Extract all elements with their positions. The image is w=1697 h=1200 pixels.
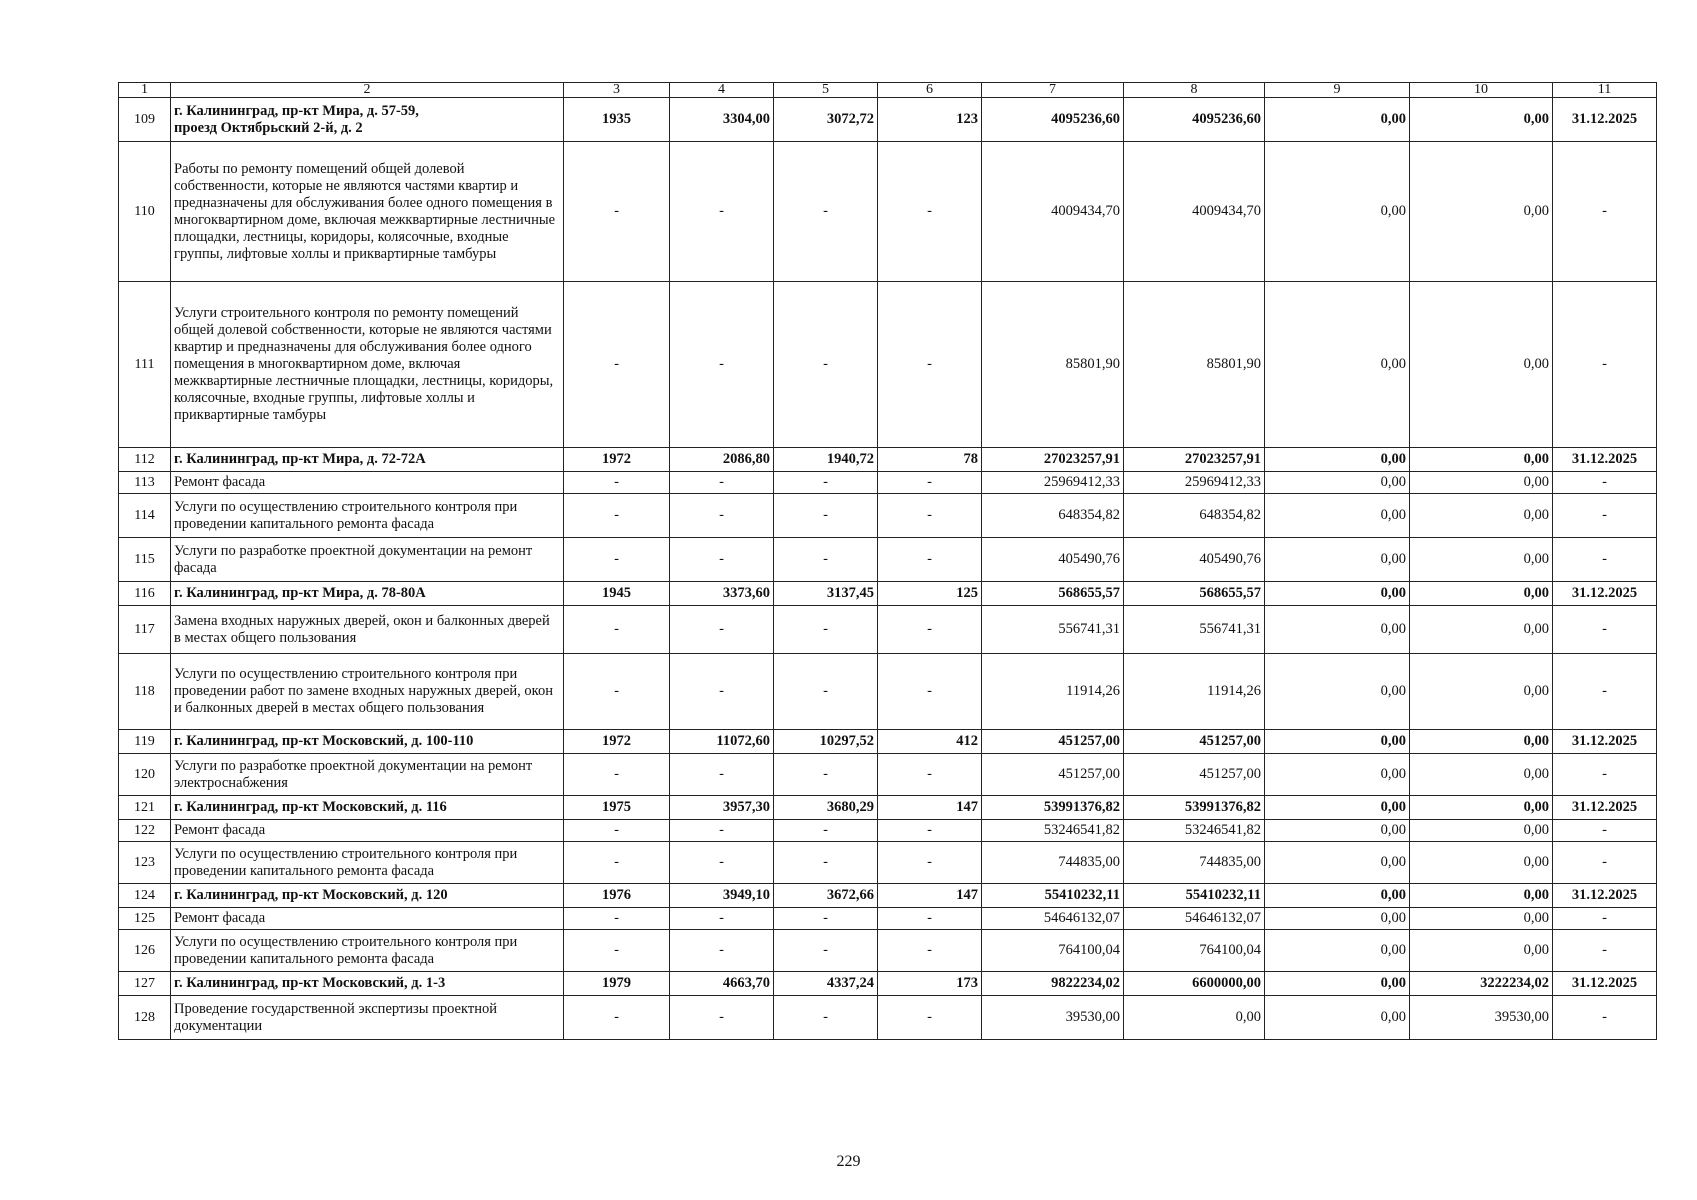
residents-cell: 147 bbox=[878, 884, 982, 908]
row-number-cell: 116 bbox=[119, 582, 171, 606]
cost-total-cell: 53246541,82 bbox=[982, 820, 1124, 842]
area-total-cell: - bbox=[670, 142, 774, 282]
area-total-cell: - bbox=[670, 606, 774, 654]
column-header: 3 bbox=[564, 83, 670, 98]
description-cell: г. Калининград, пр-кт Мира, д. 57-59, проезд Октябрьский 2-й, д. 2 bbox=[171, 98, 564, 142]
cost-total-cell: 744835,00 bbox=[982, 842, 1124, 884]
area-living-cell: - bbox=[774, 908, 878, 930]
row-number-cell: 114 bbox=[119, 494, 171, 538]
row-number-cell: 117 bbox=[119, 606, 171, 654]
table-row bbox=[119, 472, 1657, 494]
row-number-cell: 112 bbox=[119, 448, 171, 472]
cost-owners-cell: 0,00 bbox=[1410, 98, 1553, 142]
column-number-header-row bbox=[119, 83, 1657, 98]
description-cell: г. Калининград, пр-кт Московский, д. 100-110 bbox=[171, 730, 564, 754]
cost-total-cell: 556741,31 bbox=[982, 606, 1124, 654]
description-cell: г. Калининград, пр-кт Мира, д. 72-72А bbox=[171, 448, 564, 472]
residents-cell: - bbox=[878, 606, 982, 654]
cost-other-cell: 0,00 bbox=[1265, 820, 1410, 842]
residents-cell: - bbox=[878, 538, 982, 582]
table-row bbox=[119, 842, 1657, 884]
cost-total-cell: 648354,82 bbox=[982, 494, 1124, 538]
row-number-cell: 128 bbox=[119, 996, 171, 1040]
year-cell: 1945 bbox=[564, 582, 670, 606]
cost-owners-cell: 0,00 bbox=[1410, 582, 1553, 606]
cost-fund-cell: 27023257,91 bbox=[1124, 448, 1265, 472]
row-number-cell: 115 bbox=[119, 538, 171, 582]
cost-fund-cell: 568655,57 bbox=[1124, 582, 1265, 606]
cost-other-cell: 0,00 bbox=[1265, 282, 1410, 448]
cost-other-cell: 0,00 bbox=[1265, 930, 1410, 972]
area-total-cell: - bbox=[670, 754, 774, 796]
cost-other-cell: 0,00 bbox=[1265, 754, 1410, 796]
column-header: 5 bbox=[774, 83, 878, 98]
cost-owners-cell: 0,00 bbox=[1410, 282, 1553, 448]
cost-fund-cell: 4095236,60 bbox=[1124, 98, 1265, 142]
cost-other-cell: 0,00 bbox=[1265, 654, 1410, 730]
cost-fund-cell: 54646132,07 bbox=[1124, 908, 1265, 930]
description-cell: Услуги по осуществлению строительного контроля при проведении работ по замене входных наружных дверей, окон и балконных дверей в местах общего пользования bbox=[171, 654, 564, 730]
row-number-cell: 122 bbox=[119, 820, 171, 842]
column-header: 9 bbox=[1265, 83, 1410, 98]
deadline-cell: 31.12.2025 bbox=[1553, 730, 1657, 754]
year-cell: 1972 bbox=[564, 730, 670, 754]
residents-cell: 412 bbox=[878, 730, 982, 754]
cost-total-cell: 451257,00 bbox=[982, 754, 1124, 796]
deadline-cell: - bbox=[1553, 820, 1657, 842]
residents-cell: - bbox=[878, 842, 982, 884]
deadline-cell: - bbox=[1553, 606, 1657, 654]
cost-owners-cell: 0,00 bbox=[1410, 654, 1553, 730]
table-row bbox=[119, 754, 1657, 796]
cost-owners-cell: 39530,00 bbox=[1410, 996, 1553, 1040]
cost-other-cell: 0,00 bbox=[1265, 996, 1410, 1040]
area-living-cell: - bbox=[774, 754, 878, 796]
cost-total-cell: 4009434,70 bbox=[982, 142, 1124, 282]
column-header: 7 bbox=[982, 83, 1124, 98]
row-number-cell: 121 bbox=[119, 796, 171, 820]
cost-owners-cell: 0,00 bbox=[1410, 796, 1553, 820]
cost-total-cell: 85801,90 bbox=[982, 282, 1124, 448]
table-row bbox=[119, 730, 1657, 754]
residents-cell: 147 bbox=[878, 796, 982, 820]
cost-total-cell: 4095236,60 bbox=[982, 98, 1124, 142]
area-living-cell: - bbox=[774, 282, 878, 448]
row-number-cell: 109 bbox=[119, 98, 171, 142]
cost-other-cell: 0,00 bbox=[1265, 606, 1410, 654]
cost-other-cell: 0,00 bbox=[1265, 884, 1410, 908]
area-total-cell: - bbox=[670, 908, 774, 930]
cost-total-cell: 54646132,07 bbox=[982, 908, 1124, 930]
row-number-cell: 118 bbox=[119, 654, 171, 730]
year-cell: - bbox=[564, 820, 670, 842]
row-number-cell: 113 bbox=[119, 472, 171, 494]
description-cell: Ремонт фасада bbox=[171, 472, 564, 494]
area-total-cell: - bbox=[670, 930, 774, 972]
description-cell: Замена входных наружных дверей, окон и балконных дверей в местах общего пользования bbox=[171, 606, 564, 654]
cost-other-cell: 0,00 bbox=[1265, 538, 1410, 582]
cost-other-cell: 0,00 bbox=[1265, 494, 1410, 538]
area-total-cell: 3949,10 bbox=[670, 884, 774, 908]
area-living-cell: - bbox=[774, 142, 878, 282]
description-cell: Услуги по разработке проектной документации на ремонт электроснабжения bbox=[171, 754, 564, 796]
deadline-cell: - bbox=[1553, 908, 1657, 930]
cost-total-cell: 11914,26 bbox=[982, 654, 1124, 730]
description-cell: Проведение государственной экспертизы проектной документации bbox=[171, 996, 564, 1040]
area-total-cell: 4663,70 bbox=[670, 972, 774, 996]
residents-cell: - bbox=[878, 472, 982, 494]
description-cell: г. Калининград, пр-кт Московский, д. 116 bbox=[171, 796, 564, 820]
year-cell: 1935 bbox=[564, 98, 670, 142]
residents-cell: - bbox=[878, 754, 982, 796]
cost-owners-cell: 0,00 bbox=[1410, 606, 1553, 654]
cost-other-cell: 0,00 bbox=[1265, 842, 1410, 884]
area-living-cell: 10297,52 bbox=[774, 730, 878, 754]
area-living-cell: - bbox=[774, 654, 878, 730]
cost-fund-cell: 451257,00 bbox=[1124, 730, 1265, 754]
table-row bbox=[119, 930, 1657, 972]
cost-total-cell: 53991376,82 bbox=[982, 796, 1124, 820]
year-cell: - bbox=[564, 754, 670, 796]
cost-fund-cell: 0,00 bbox=[1124, 996, 1265, 1040]
cost-fund-cell: 405490,76 bbox=[1124, 538, 1265, 582]
cost-fund-cell: 25969412,33 bbox=[1124, 472, 1265, 494]
row-number-cell: 124 bbox=[119, 884, 171, 908]
area-living-cell: - bbox=[774, 930, 878, 972]
deadline-cell: - bbox=[1553, 930, 1657, 972]
year-cell: - bbox=[564, 282, 670, 448]
deadline-cell: - bbox=[1553, 142, 1657, 282]
area-living-cell: 3072,72 bbox=[774, 98, 878, 142]
cost-total-cell: 55410232,11 bbox=[982, 884, 1124, 908]
residents-cell: - bbox=[878, 494, 982, 538]
table-row bbox=[119, 538, 1657, 582]
cost-total-cell: 27023257,91 bbox=[982, 448, 1124, 472]
area-total-cell: - bbox=[670, 472, 774, 494]
cost-fund-cell: 556741,31 bbox=[1124, 606, 1265, 654]
cost-other-cell: 0,00 bbox=[1265, 472, 1410, 494]
cost-other-cell: 0,00 bbox=[1265, 730, 1410, 754]
cost-total-cell: 405490,76 bbox=[982, 538, 1124, 582]
area-total-cell: - bbox=[670, 494, 774, 538]
residents-cell: 125 bbox=[878, 582, 982, 606]
year-cell: 1976 bbox=[564, 884, 670, 908]
cost-fund-cell: 53246541,82 bbox=[1124, 820, 1265, 842]
year-cell: 1972 bbox=[564, 448, 670, 472]
year-cell: - bbox=[564, 654, 670, 730]
table-row bbox=[119, 796, 1657, 820]
cost-owners-cell: 0,00 bbox=[1410, 754, 1553, 796]
table-row bbox=[119, 494, 1657, 538]
year-cell: - bbox=[564, 908, 670, 930]
year-cell: - bbox=[564, 930, 670, 972]
year-cell: 1975 bbox=[564, 796, 670, 820]
area-total-cell: - bbox=[670, 842, 774, 884]
deadline-cell: 31.12.2025 bbox=[1553, 448, 1657, 472]
residents-cell: - bbox=[878, 142, 982, 282]
area-living-cell: 3137,45 bbox=[774, 582, 878, 606]
year-cell: - bbox=[564, 142, 670, 282]
deadline-cell: - bbox=[1553, 472, 1657, 494]
cost-other-cell: 0,00 bbox=[1265, 448, 1410, 472]
area-living-cell: 3672,66 bbox=[774, 884, 878, 908]
deadline-cell: - bbox=[1553, 282, 1657, 448]
area-living-cell: - bbox=[774, 842, 878, 884]
area-living-cell: - bbox=[774, 606, 878, 654]
deadline-cell: 31.12.2025 bbox=[1553, 884, 1657, 908]
area-living-cell: - bbox=[774, 472, 878, 494]
area-total-cell: - bbox=[670, 538, 774, 582]
area-total-cell: 3373,60 bbox=[670, 582, 774, 606]
description-cell: Работы по ремонту помещений общей долевой собственности, которые не являются частями квартир и предназначены для обслуживания более одного помещения в многоквартирном доме, включая межквартирные лестничные площадки, лестницы, коридоры, колясочные, входные группы, лифтовые холлы и приквартирные тамбуры bbox=[171, 142, 564, 282]
row-number-cell: 125 bbox=[119, 908, 171, 930]
cost-other-cell: 0,00 bbox=[1265, 972, 1410, 996]
area-total-cell: - bbox=[670, 820, 774, 842]
table-row bbox=[119, 448, 1657, 472]
area-total-cell: 11072,60 bbox=[670, 730, 774, 754]
column-header: 6 bbox=[878, 83, 982, 98]
cost-other-cell: 0,00 bbox=[1265, 98, 1410, 142]
row-number-cell: 126 bbox=[119, 930, 171, 972]
cost-owners-cell: 0,00 bbox=[1410, 908, 1553, 930]
area-total-cell: 2086,80 bbox=[670, 448, 774, 472]
cost-fund-cell: 53991376,82 bbox=[1124, 796, 1265, 820]
cost-total-cell: 9822234,02 bbox=[982, 972, 1124, 996]
cost-fund-cell: 55410232,11 bbox=[1124, 884, 1265, 908]
residents-cell: 123 bbox=[878, 98, 982, 142]
cost-total-cell: 39530,00 bbox=[982, 996, 1124, 1040]
cost-fund-cell: 11914,26 bbox=[1124, 654, 1265, 730]
cost-other-cell: 0,00 bbox=[1265, 796, 1410, 820]
row-number-cell: 120 bbox=[119, 754, 171, 796]
deadline-cell: - bbox=[1553, 842, 1657, 884]
description-cell: Ремонт фасада bbox=[171, 908, 564, 930]
description-cell: Услуги по разработке проектной документации на ремонт фасада bbox=[171, 538, 564, 582]
column-header: 2 bbox=[171, 83, 564, 98]
description-cell: Ремонт фасада bbox=[171, 820, 564, 842]
cost-total-cell: 568655,57 bbox=[982, 582, 1124, 606]
column-header: 11 bbox=[1553, 83, 1657, 98]
description-cell: Услуги строительного контроля по ремонту помещений общей долевой собственности, которые не являются частями квартир и предназначены для обслуживания более одного помещения в многоквартирном доме, включая межквартирные лестничные площадки, лестницы, коридоры, колясочные, входные группы, лифтовые холлы и приквартирные тамбуры bbox=[171, 282, 564, 448]
year-cell: - bbox=[564, 996, 670, 1040]
cost-total-cell: 764100,04 bbox=[982, 930, 1124, 972]
column-header: 10 bbox=[1410, 83, 1553, 98]
cost-fund-cell: 85801,90 bbox=[1124, 282, 1265, 448]
area-living-cell: 3680,29 bbox=[774, 796, 878, 820]
cost-total-cell: 25969412,33 bbox=[982, 472, 1124, 494]
area-total-cell: 3957,30 bbox=[670, 796, 774, 820]
deadline-cell: 31.12.2025 bbox=[1553, 796, 1657, 820]
residents-cell: - bbox=[878, 930, 982, 972]
residents-cell: 78 bbox=[878, 448, 982, 472]
area-total-cell: 3304,00 bbox=[670, 98, 774, 142]
cost-fund-cell: 764100,04 bbox=[1124, 930, 1265, 972]
deadline-cell: - bbox=[1553, 654, 1657, 730]
cost-other-cell: 0,00 bbox=[1265, 142, 1410, 282]
deadline-cell: - bbox=[1553, 754, 1657, 796]
cost-fund-cell: 6600000,00 bbox=[1124, 972, 1265, 996]
table-row bbox=[119, 98, 1657, 142]
area-living-cell: - bbox=[774, 996, 878, 1040]
residents-cell: - bbox=[878, 820, 982, 842]
cost-owners-cell: 0,00 bbox=[1410, 472, 1553, 494]
area-living-cell: - bbox=[774, 820, 878, 842]
description-cell: г. Калининград, пр-кт Московский, д. 1-3 bbox=[171, 972, 564, 996]
residents-cell: 173 bbox=[878, 972, 982, 996]
cost-owners-cell: 0,00 bbox=[1410, 884, 1553, 908]
cost-owners-cell: 0,00 bbox=[1410, 930, 1553, 972]
cost-other-cell: 0,00 bbox=[1265, 582, 1410, 606]
deadline-cell: 31.12.2025 bbox=[1553, 98, 1657, 142]
column-header: 1 bbox=[119, 83, 171, 98]
year-cell: - bbox=[564, 538, 670, 582]
column-header: 8 bbox=[1124, 83, 1265, 98]
description-cell: г. Калининград, пр-кт Мира, д. 78-80А bbox=[171, 582, 564, 606]
table-row bbox=[119, 142, 1657, 282]
residents-cell: - bbox=[878, 908, 982, 930]
deadline-cell: - bbox=[1553, 996, 1657, 1040]
cost-owners-cell: 0,00 bbox=[1410, 494, 1553, 538]
description-cell: Услуги по осуществлению строительного контроля при проведении капитального ремонта фасада bbox=[171, 930, 564, 972]
row-number-cell: 123 bbox=[119, 842, 171, 884]
table-row bbox=[119, 606, 1657, 654]
description-cell: г. Калининград, пр-кт Московский, д. 120 bbox=[171, 884, 564, 908]
cost-fund-cell: 648354,82 bbox=[1124, 494, 1265, 538]
deadline-cell: 31.12.2025 bbox=[1553, 582, 1657, 606]
area-living-cell: - bbox=[774, 538, 878, 582]
area-total-cell: - bbox=[670, 282, 774, 448]
cost-owners-cell: 0,00 bbox=[1410, 730, 1553, 754]
area-living-cell: - bbox=[774, 494, 878, 538]
cost-owners-cell: 0,00 bbox=[1410, 842, 1553, 884]
cost-owners-cell: 0,00 bbox=[1410, 142, 1553, 282]
cost-fund-cell: 744835,00 bbox=[1124, 842, 1265, 884]
row-number-cell: 119 bbox=[119, 730, 171, 754]
cost-owners-cell: 0,00 bbox=[1410, 820, 1553, 842]
deadline-cell: - bbox=[1553, 538, 1657, 582]
row-number-cell: 127 bbox=[119, 972, 171, 996]
year-cell: - bbox=[564, 842, 670, 884]
table-row bbox=[119, 884, 1657, 908]
cost-owners-cell: 3222234,02 bbox=[1410, 972, 1553, 996]
row-number-cell: 110 bbox=[119, 142, 171, 282]
page-number: 229 bbox=[836, 1153, 861, 1170]
row-number-cell: 111 bbox=[119, 282, 171, 448]
table-row bbox=[119, 654, 1657, 730]
year-cell: 1979 bbox=[564, 972, 670, 996]
year-cell: - bbox=[564, 494, 670, 538]
table-row bbox=[119, 996, 1657, 1040]
year-cell: - bbox=[564, 472, 670, 494]
table-row bbox=[119, 908, 1657, 930]
table-row bbox=[119, 282, 1657, 448]
area-total-cell: - bbox=[670, 654, 774, 730]
document-sheet bbox=[118, 82, 1656, 1040]
deadline-cell: - bbox=[1553, 494, 1657, 538]
column-header: 4 bbox=[670, 83, 774, 98]
area-total-cell: - bbox=[670, 996, 774, 1040]
residents-cell: - bbox=[878, 282, 982, 448]
cost-owners-cell: 0,00 bbox=[1410, 448, 1553, 472]
table-row bbox=[119, 582, 1657, 606]
cost-fund-cell: 4009434,70 bbox=[1124, 142, 1265, 282]
table-row bbox=[119, 820, 1657, 842]
description-cell: Услуги по осуществлению строительного контроля при проведении капитального ремонта фасада bbox=[171, 494, 564, 538]
cost-total-cell: 451257,00 bbox=[982, 730, 1124, 754]
year-cell: - bbox=[564, 606, 670, 654]
description-cell: Услуги по осуществлению строительного контроля при проведении капитального ремонта фасада bbox=[171, 842, 564, 884]
area-living-cell: 4337,24 bbox=[774, 972, 878, 996]
residents-cell: - bbox=[878, 996, 982, 1040]
cost-fund-cell: 451257,00 bbox=[1124, 754, 1265, 796]
capital-repair-table bbox=[118, 82, 1657, 1040]
cost-other-cell: 0,00 bbox=[1265, 908, 1410, 930]
cost-owners-cell: 0,00 bbox=[1410, 538, 1553, 582]
table-row bbox=[119, 972, 1657, 996]
area-living-cell: 1940,72 bbox=[774, 448, 878, 472]
deadline-cell: 31.12.2025 bbox=[1553, 972, 1657, 996]
residents-cell: - bbox=[878, 654, 982, 730]
